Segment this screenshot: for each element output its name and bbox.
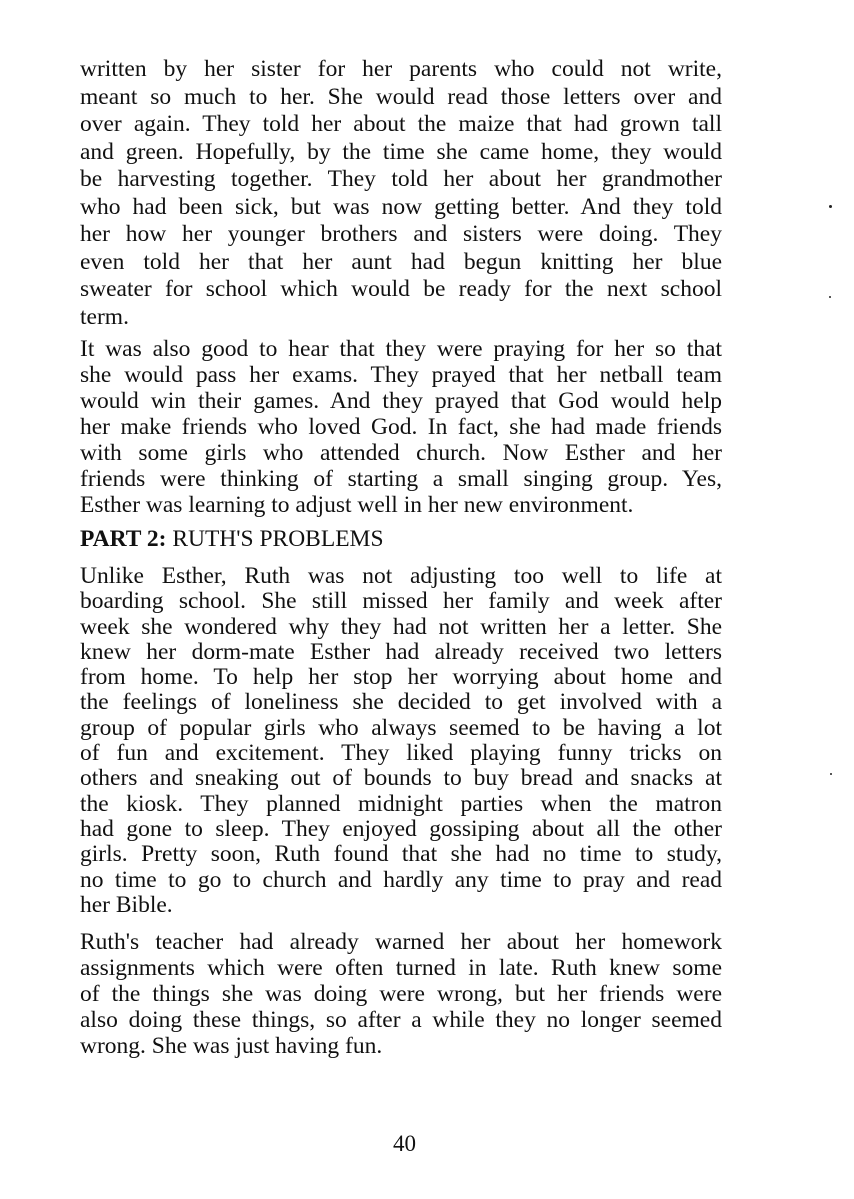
text-line: girls. Pretty soon, Ruth found that she had no time to study, xyxy=(80,841,722,868)
text-line: knew her dorm-mate Esther had already received two letters xyxy=(80,638,722,665)
text-line: the feelings of loneliness she decided to get involved with a xyxy=(80,689,722,716)
text-line: term. xyxy=(80,303,129,330)
paragraph-1 xyxy=(80,56,722,331)
text-line: Esther was learning to adjust well in her new environment. xyxy=(80,492,634,518)
text-line: her make friends who loved God. In fact, she had made friends xyxy=(80,414,722,440)
text-line: of the things she was doing were wrong, but her friends were xyxy=(80,981,722,1007)
text-line: also doing these things, so after a while they no longer seemed xyxy=(80,1007,722,1033)
text-line: Ruth's teacher had already warned her about her homework xyxy=(80,929,722,955)
paragraph-4 xyxy=(80,929,722,1059)
scan-speck xyxy=(829,205,832,208)
text-line: the kiosk. They planned midnight parties when the matron xyxy=(80,790,722,817)
text-line: Unlike Esther, Ruth was not adjusting too well to life at xyxy=(80,563,722,589)
text-line: boarding school. She still missed her family and week after xyxy=(80,588,722,615)
text-line: who had been sick, but was now getting better. And they told xyxy=(80,193,722,220)
text-line: group of popular girls who always seemed to be having a lot xyxy=(80,714,722,741)
paragraph-2 xyxy=(80,336,722,518)
text-line: wrong. She was just having fun. xyxy=(80,1033,383,1059)
text-line: sweater for school which would be ready for the next school xyxy=(80,276,722,302)
text-line: from home. To help her stop her worrying about home and xyxy=(80,664,722,691)
text-line: she would pass her exams. They prayed that her netball team xyxy=(80,362,722,388)
page-number: 40 xyxy=(393,1131,416,1156)
section-heading xyxy=(80,526,384,553)
paragraph-3 xyxy=(80,564,722,918)
text-line: be harvesting together. They told her about her grandmother xyxy=(80,166,722,192)
text-line: would win their games. And they prayed that God would help xyxy=(80,388,722,414)
text-line: and green. Hopefully, by the time she came home, they would xyxy=(80,138,722,165)
text-line: even told her that her aunt had begun knitting her blue xyxy=(80,248,722,275)
text-line: friends were thinking of starting a small singing group. Yes, xyxy=(80,466,722,492)
text-line: It was also good to hear that they were praying for her so that xyxy=(80,336,722,362)
section-heading-label: PART 2: xyxy=(80,526,167,552)
text-line: her Bible. xyxy=(80,891,173,918)
text-line: over again. They told her about the maize that had grown tall xyxy=(80,111,722,137)
text-line: week she wondered why they had not written her a letter. She xyxy=(80,613,722,640)
scan-speck xyxy=(830,773,832,775)
text-line: no time to go to church and hardly any time to pray and read xyxy=(80,866,722,893)
text-line: had gone to sleep. They enjoyed gossiping about all the other xyxy=(80,815,722,842)
text-line: assignments which were often turned in late. Ruth knew some xyxy=(80,955,722,981)
section-heading-title: RUTH'S PROBLEMS xyxy=(172,526,384,552)
text-line: meant so much to her. She would read those letters over and xyxy=(80,83,722,110)
text-line: written by her sister for her parents who could not write, xyxy=(80,56,722,82)
scan-speck xyxy=(829,296,831,298)
text-line: of fun and excitement. They liked playing funny tricks on xyxy=(80,740,722,767)
text-line: others and sneaking out of bounds to buy bread and snacks at xyxy=(80,765,722,792)
text-line: with some girls who attended church. Now Esther and her xyxy=(80,440,722,466)
text-line: her how her younger brothers and sisters were doing. They xyxy=(80,221,722,247)
